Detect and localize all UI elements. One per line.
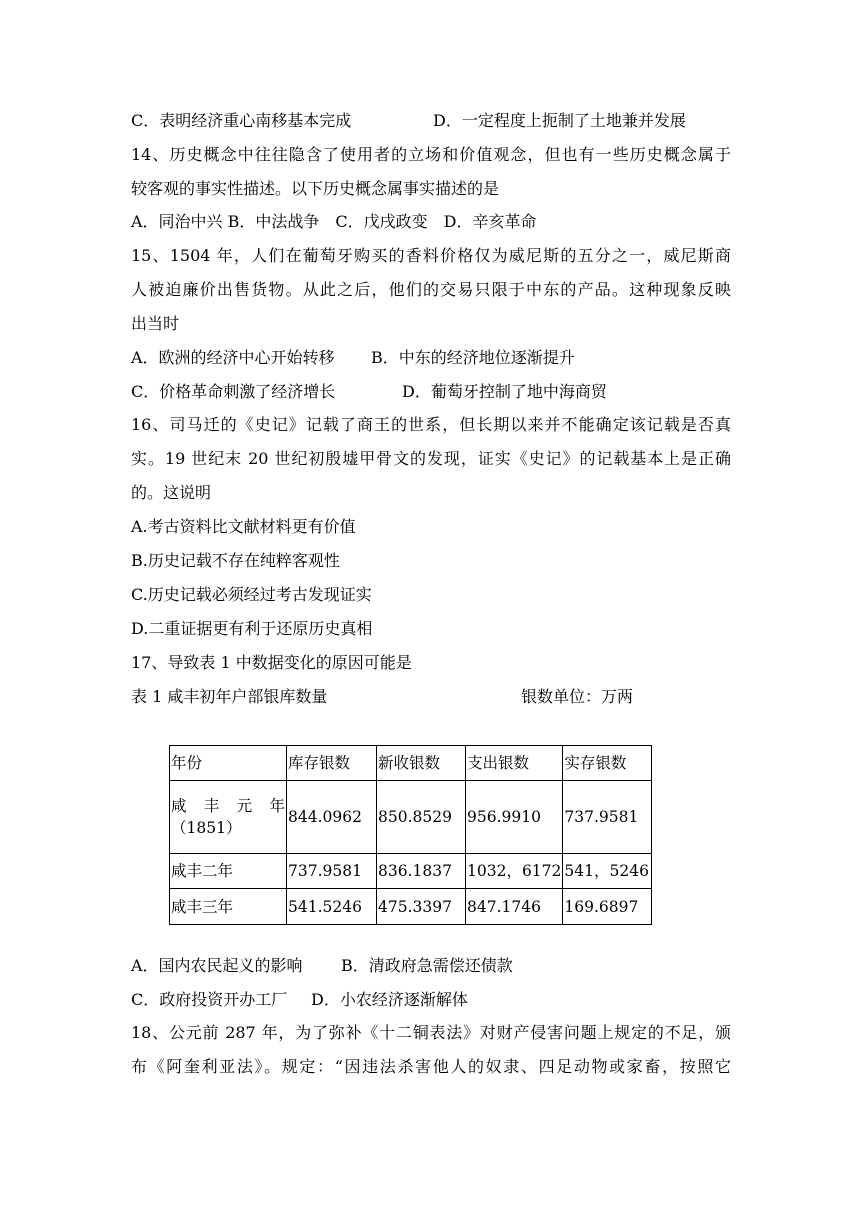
table-cell: 541.5246 — [287, 889, 377, 925]
q15-stem-line3: 出当时 — [131, 314, 180, 333]
q17-option-a: A．国内农民起义的影响 — [131, 956, 303, 975]
table-unit: 银数单位：万两 — [521, 687, 634, 706]
table-cell: 541，5246 — [563, 854, 652, 889]
q16-stem-line1: 16、司马迁的《史记》记载了商王的世系，但长期以来并不能确定该记载是否真 — [131, 415, 731, 434]
table-row — [170, 889, 652, 925]
silver-reserve-table — [169, 745, 652, 925]
table-cell: 737.9581 — [563, 781, 652, 854]
q16-option-b: B.历史记载不存在纯粹客观性 — [131, 551, 340, 570]
q15-option-b: B．中东的经济地位逐渐提升 — [371, 348, 575, 367]
table-cell: 847.1746 — [466, 889, 563, 925]
table-caption: 表 1 咸丰初年户部银库数量 — [131, 687, 328, 706]
table-header-cell: 实存银数 — [563, 746, 652, 781]
table-cell: 844.0962 — [287, 781, 377, 854]
q15-option-d: D．葡萄牙控制了地中海商贸 — [402, 382, 607, 401]
year-label-sub: （1851） — [171, 819, 242, 837]
q16-option-c: C.历史记载必须经过考古发现证实 — [131, 585, 372, 604]
table-row — [170, 781, 652, 854]
q17-stem: 17、导致表 1 中数据变化的原因可能是 — [131, 653, 412, 672]
q13-option-c: C．表明经济重心南移基本完成 — [131, 111, 352, 130]
q14-stem-line1: 14、历史概念中往往隐含了使用者的立场和价值观念，但也有一些历史概念属于 — [131, 145, 731, 164]
q17-option-d: D．小农经济逐渐解体 — [311, 990, 468, 1009]
q13-option-d: D．一定程度上扼制了土地兼并发展 — [433, 111, 686, 130]
year-label: 咸 丰 元 年 — [171, 797, 285, 815]
table-header-cell: 库存银数 — [287, 746, 377, 781]
q16-option-a: A.考古资料比文献材料更有价值 — [131, 517, 356, 536]
table-header-row — [170, 746, 652, 781]
q16-stem-line3: 的。这说明 — [131, 483, 212, 502]
q16-stem-line2: 实。19 世纪末 20 世纪初殷墟甲骨文的发现，证实《史记》的记载基本上是正确 — [131, 449, 731, 468]
table-row — [170, 854, 652, 889]
table-header-cell: 新收银数 — [377, 746, 466, 781]
table-cell-year — [170, 781, 287, 854]
table-cell: 1032，6172 — [466, 854, 563, 889]
table-header-cell: 年份 — [170, 746, 287, 781]
q17-option-b: B．清政府急需偿还债款 — [341, 956, 513, 975]
q16-option-d: D.二重证据更有利于还原历史真相 — [131, 619, 373, 638]
table-cell: 956.9910 — [466, 781, 563, 854]
q15-option-a: A．欧洲的经济中心开始转移 — [131, 348, 335, 367]
table-cell: 169.6897 — [563, 889, 652, 925]
table-cell: 475.3397 — [377, 889, 466, 925]
q15-stem-line2: 人被迫廉价出售货物。从此之后，他们的交易只限于中东的产品。这种现象反映 — [131, 280, 731, 299]
table-header-cell: 支出银数 — [466, 746, 563, 781]
q15-stem-line1: 15、1504 年，人们在葡萄牙购买的香料价格仅为威尼斯的五分之一，威尼斯商 — [131, 246, 731, 265]
q15-option-c: C．价格革命刺激了经济增长 — [131, 382, 336, 401]
q14-stem-line2: 较客观的事实性描述。以下历史概念属事实描述的是 — [131, 179, 500, 198]
q18-stem-line1: 18、公元前 287 年，为了弥补《十二铜表法》对财产侵害问题上规定的不足，颁 — [131, 1023, 731, 1042]
q18-stem-line2: 布《阿奎利亚法》。规定：“因违法杀害他人的奴隶、四足动物或家畜，按照它 — [131, 1057, 731, 1076]
table-cell: 850.8529 — [377, 781, 466, 854]
table-cell: 836.1837 — [377, 854, 466, 889]
table-cell: 737.9581 — [287, 854, 377, 889]
table-cell-year: 咸丰二年 — [170, 854, 287, 889]
q17-option-c: C．政府投资开办工厂 — [131, 990, 288, 1009]
table-cell-year: 咸丰三年 — [170, 889, 287, 925]
q14-options: A．同治中兴 B．中法战争 C．戊戌政变 D．辛亥革命 — [131, 212, 537, 231]
